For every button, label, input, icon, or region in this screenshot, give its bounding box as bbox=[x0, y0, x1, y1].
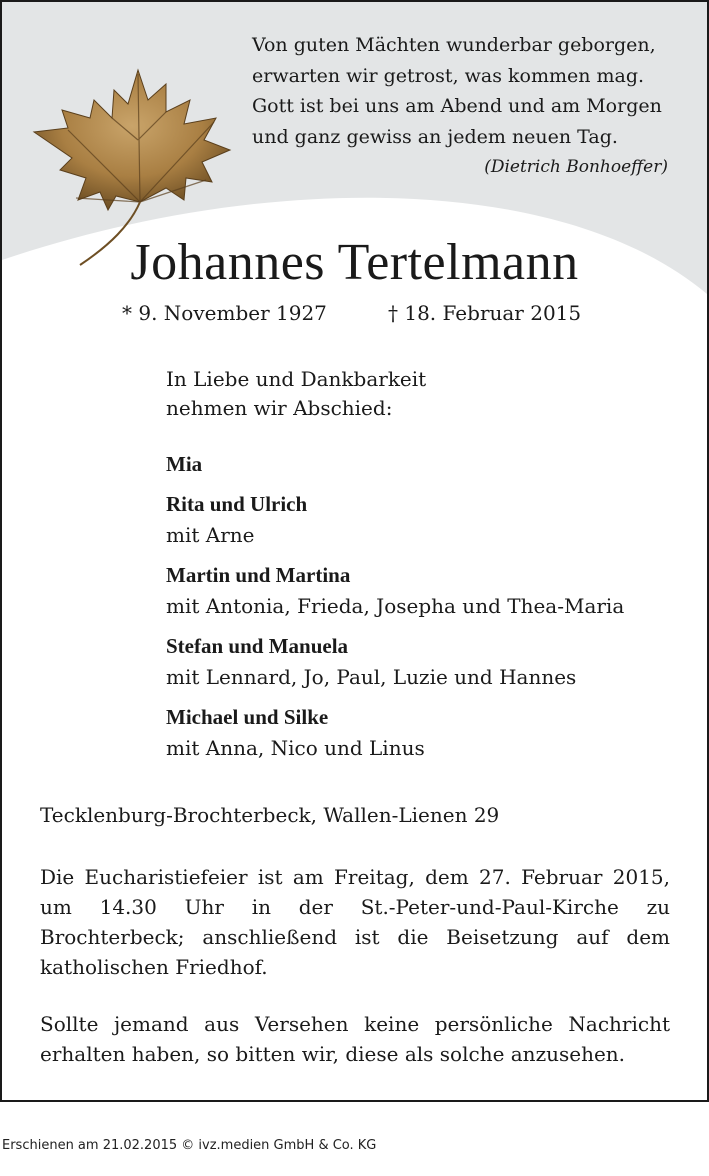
poem-line: erwarten wir getrost, was kommen mag. bbox=[252, 64, 645, 87]
intro-line: In Liebe und Dankbarkeit bbox=[166, 367, 427, 391]
farewell-intro bbox=[166, 365, 426, 423]
deceased-name: Johannes Tertelmann bbox=[130, 234, 579, 291]
death-date: † 18. Februar 2015 bbox=[388, 301, 582, 325]
mourner-children: mit Arne bbox=[166, 523, 255, 547]
poem bbox=[252, 30, 672, 182]
mourner-name: Mia bbox=[166, 452, 203, 476]
mourners-list bbox=[166, 449, 624, 764]
mourner-children: mit Lennard, Jo, Paul, Luzie und Hannes bbox=[166, 665, 577, 689]
mourner-name: Stefan und Manuela bbox=[166, 634, 349, 658]
poem-line: und ganz gewiss an jedem neuen Tag. bbox=[252, 125, 618, 148]
address: Tecklenburg-Brochterbeck, Wallen-Lienen 29 bbox=[40, 803, 500, 827]
poem-line: Von guten Mächten wunderbar geborgen, bbox=[252, 34, 656, 56]
service-info: Die Eucharistiefeier ist am Freitag, dem 27. Februar 2015, um 14.30 Uhr in der St.-Peter-und-Paul-Kirche zu Brochterbeck; anschließend ist die Beisetzung auf dem katholischen Friedhof. bbox=[40, 865, 670, 979]
notice-note: Sollte jemand aus Versehen keine persönliche Nachricht erhalten haben, so bitten wir, diese als solche anzusehen. bbox=[40, 1012, 670, 1066]
mourner-name: Michael und Silke bbox=[166, 705, 329, 729]
publication-footer: Erschienen am 21.02.2015 © ivz.medien GmbH & Co. KG bbox=[2, 1138, 377, 1153]
intro-line: nehmen wir Abschied: bbox=[166, 396, 393, 420]
poem-line: Gott ist bei uns am Abend und am Morgen bbox=[252, 95, 662, 117]
birth-date: * 9. November 1927 bbox=[122, 301, 327, 325]
mourner-name: Rita und Ulrich bbox=[166, 492, 308, 516]
mourner-children: mit Antonia, Frieda, Josepha und Thea-Maria bbox=[166, 594, 625, 618]
mourner-children: mit Anna, Nico und Linus bbox=[166, 736, 425, 760]
mourner-name: Martin und Martina bbox=[166, 563, 351, 587]
poem-author: (Dietrich Bonhoeffer) bbox=[484, 157, 668, 177]
